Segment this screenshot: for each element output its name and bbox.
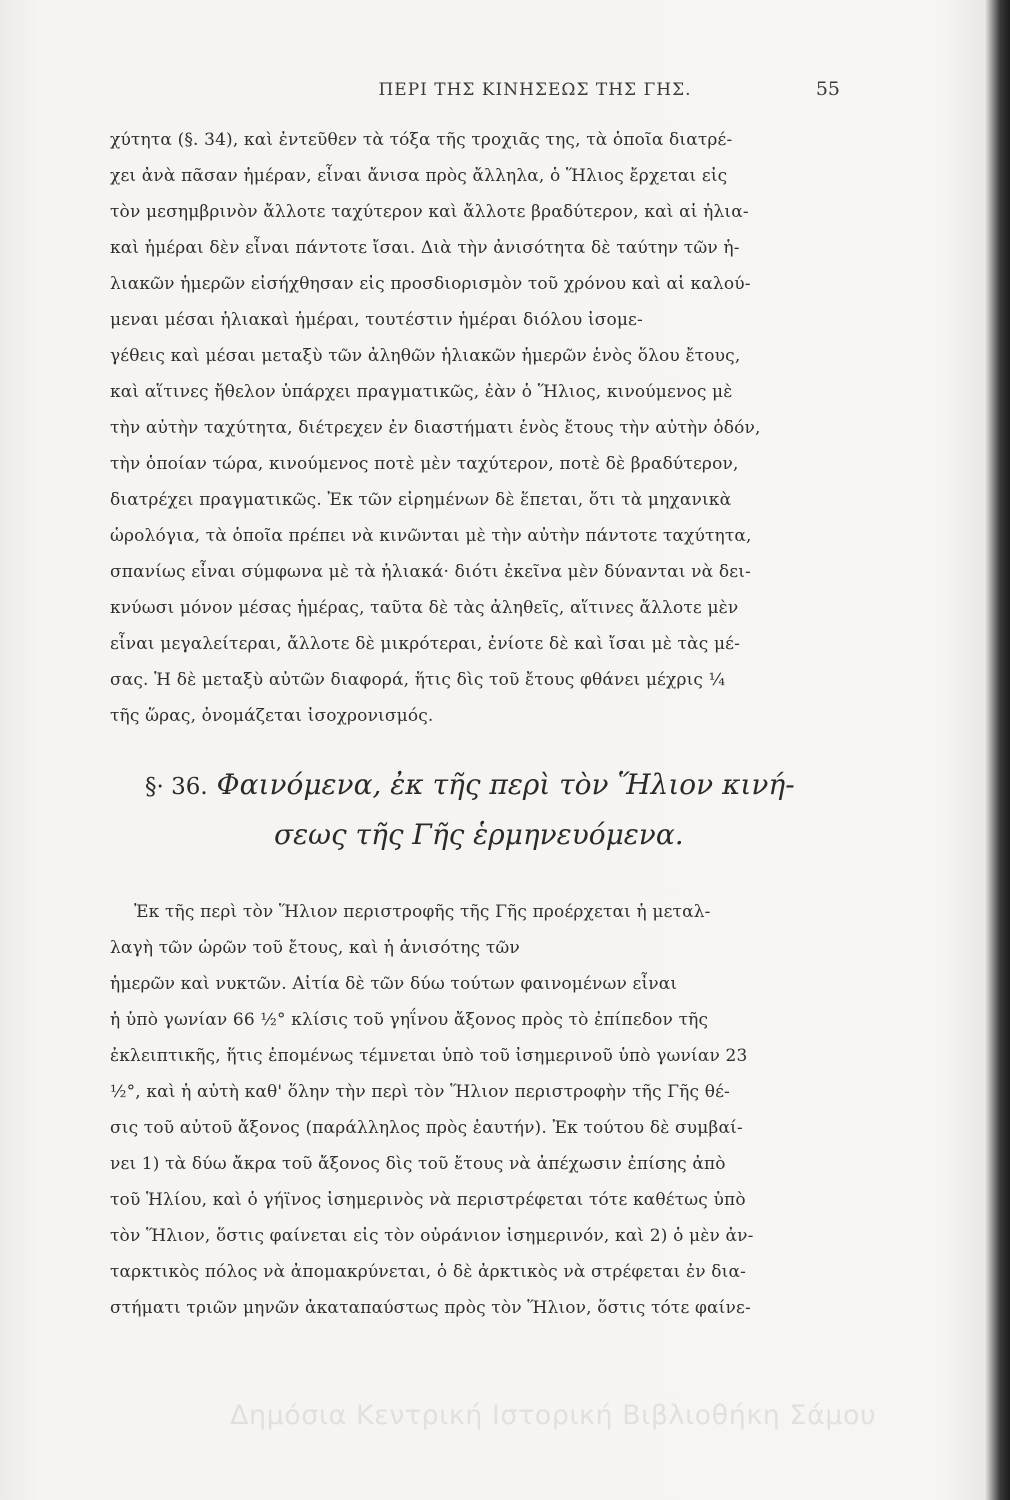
text-line: τοῦ Ἡλίου, καὶ ὁ γήϊνος ἰσημερινὸς νὰ περιστρέφεται τότε καθέτως ὑπὸ [110, 1190, 746, 1210]
text-line: σπανίως εἶναι σύμφωνα μὲ τὰ ἡλιακά· διότι ἐκεῖνα μὲν δύνανται νὰ δει- [110, 562, 751, 582]
text-line: σις τοῦ αὐτοῦ ἄξονος (παράλληλος πρὸς ἑαυτήν). Ἐκ τούτου δὲ συμβαί- [110, 1118, 743, 1138]
text-line: εἶναι μεγαλείτεραι, ἄλλοτε δὲ μικρότεραι, ἐνίοτε δὲ καὶ ἴσαι μὲ τὰς μέ- [110, 634, 740, 654]
text-line: Ἐκ τῆς περὶ τὸν Ἥλιον περιστροφῆς τῆς Γῆς προέρχεται ἡ μεταλ- [134, 902, 711, 922]
text-line: σας. Ἡ δὲ μεταξὺ αὐτῶν διαφορά, ἥτις δὶς τοῦ ἔτους φθάνει μέχρις ¼ [110, 670, 726, 690]
text-line: ἡμερῶν καὶ νυκτῶν. Αἰτία δὲ τῶν δύω τούτων φαινομένων εἶναι [110, 974, 678, 994]
section-title-line-1: Φαινόμενα, ἐκ τῆς περὶ τὸν Ἥλιον κινή- [216, 768, 795, 801]
text-line: τὴν αὐτὴν ταχύτητα, διέτρεχεν ἐν διαστήματι ἑνὸς ἔτους τὴν αὐτὴν ὁδόν, [110, 418, 761, 438]
library-watermark: Δημόσια Κεντρική Ιστορική Βιβλιοθήκη Σάμου [230, 1400, 877, 1431]
text-line: χύτητα (§. 34), καὶ ἐντεῦθεν τὰ τόξα τῆς τροχιᾶς της, τὰ ὁποῖα διατρέ- [110, 130, 733, 150]
text-line: ταρκτικὸς πόλος νὰ ἀπομακρύνεται, ὁ δὲ ἀρκτικὸς νὰ στρέφεται ἐν δια- [110, 1262, 747, 1282]
text-line: κνύωσι μόνον μέσας ἡμέρας, ταῦτα δὲ τὰς ἀληθεῖς, αἵτινες ἄλλοτε μὲν [110, 598, 739, 618]
text-line: ἐκλειπτικῆς, ἥτις ἑπομένως τέμνεται ὑπὸ τοῦ ἰσημερινοῦ ὑπὸ γωνίαν 23 [110, 1046, 748, 1066]
page-number: 55 [815, 78, 840, 100]
text-line: λαγὴ τῶν ὡρῶν τοῦ ἔτους, καὶ ἡ ἀνισότης τῶν [110, 938, 520, 958]
text-line: ὡρολόγια, τὰ ὁποῖα πρέπει νὰ κινῶνται μὲ τὴν αὐτὴν πάντοτε ταχύτητα, [110, 526, 752, 546]
text-line: νει 1) τὰ δύω ἄκρα τοῦ ἄξονος δὶς τοῦ ἔτους νὰ ἀπέχωσιν ἐπίσης ἀπὸ [110, 1154, 726, 1174]
text-line: καὶ αἵτινες ἤθελον ὑπάρχει πραγματικῶς, ἐὰν ὁ Ἥλιος, κινούμενος μὲ [110, 382, 733, 402]
text-line: μεναι μέσαι ἡλιακαὶ ἡμέραι, τουτέστιν ἡμέραι διόλου ἰσομε- [110, 310, 643, 330]
section-number: §· 36. [145, 774, 208, 800]
text-line: καὶ ἡμέραι δὲν εἶναι πάντοτε ἴσαι. Διὰ τὴν ἀνισότητα δὲ ταύτην τῶν ἡ- [110, 238, 740, 258]
text-line: διατρέχει πραγματικῶς. Ἐκ τῶν εἰρημένων δὲ ἕπεται, ὅτι τὰ μηχανικὰ [110, 490, 732, 510]
text-line: ἡ ὑπὸ γωνίαν 66 ½° κλίσις τοῦ γηΐνου ἄξονος πρὸς τὸ ἐπίπεδον τῆς [110, 1010, 709, 1030]
section-title-line-2: σεως τῆς Γῆς ἑρμηνευόμενα. [274, 818, 684, 851]
text-line: γέθεις καὶ μέσαι μεταξὺ τῶν ἀληθῶν ἡλιακῶν ἡμερῶν ἑνὸς ὅλου ἔτους, [110, 346, 741, 366]
text-line: τὸν Ἥλιον, ὅστις φαίνεται εἰς τὸν οὐράνιον ἰσημερινόν, καὶ 2) ὁ μὲν ἀν- [110, 1226, 754, 1246]
text-line: λιακῶν ἡμερῶν εἰσήχθησαν εἰς προσδιορισμὸν τοῦ χρόνου καὶ αἱ καλού- [110, 274, 751, 294]
text-line: τὸν μεσημβρινὸν ἄλλοτε ταχύτερον καὶ ἄλλοτε βραδύτερον, καὶ αἱ ἡλια- [110, 202, 749, 222]
running-head: ΠΕΡΙ ΤΗΣ ΚΙΝΗΣΕΩΣ ΤΗΣ ΓΗΣ. [378, 80, 692, 100]
text-line: στήματι τριῶν μηνῶν ἀκαταπαύστως πρὸς τὸν Ἥλιον, ὅστις τότε φαίνε- [110, 1298, 751, 1318]
section-heading [145, 768, 795, 801]
text-line: ½°, καὶ ἡ αὐτὴ καθ' ὅλην τὴν περὶ τὸν Ἥλιον περιστροφὴν τῆς Γῆς θέ- [110, 1082, 730, 1102]
text-line: τὴν ὁποίαν τώρα, κινούμενος ποτὲ μὲν ταχύτερον, ποτὲ δὲ βραδύτερον, [110, 454, 739, 474]
text-line: χει ἀνὰ πᾶσαν ἡμέραν, εἶναι ἄνισα πρὸς ἄλληλα, ὁ Ἥλιος ἔρχεται εἰς [110, 166, 728, 186]
text-line: τῆς ὥρας, ὀνομάζεται ἰσοχρονισμός. [110, 706, 434, 726]
